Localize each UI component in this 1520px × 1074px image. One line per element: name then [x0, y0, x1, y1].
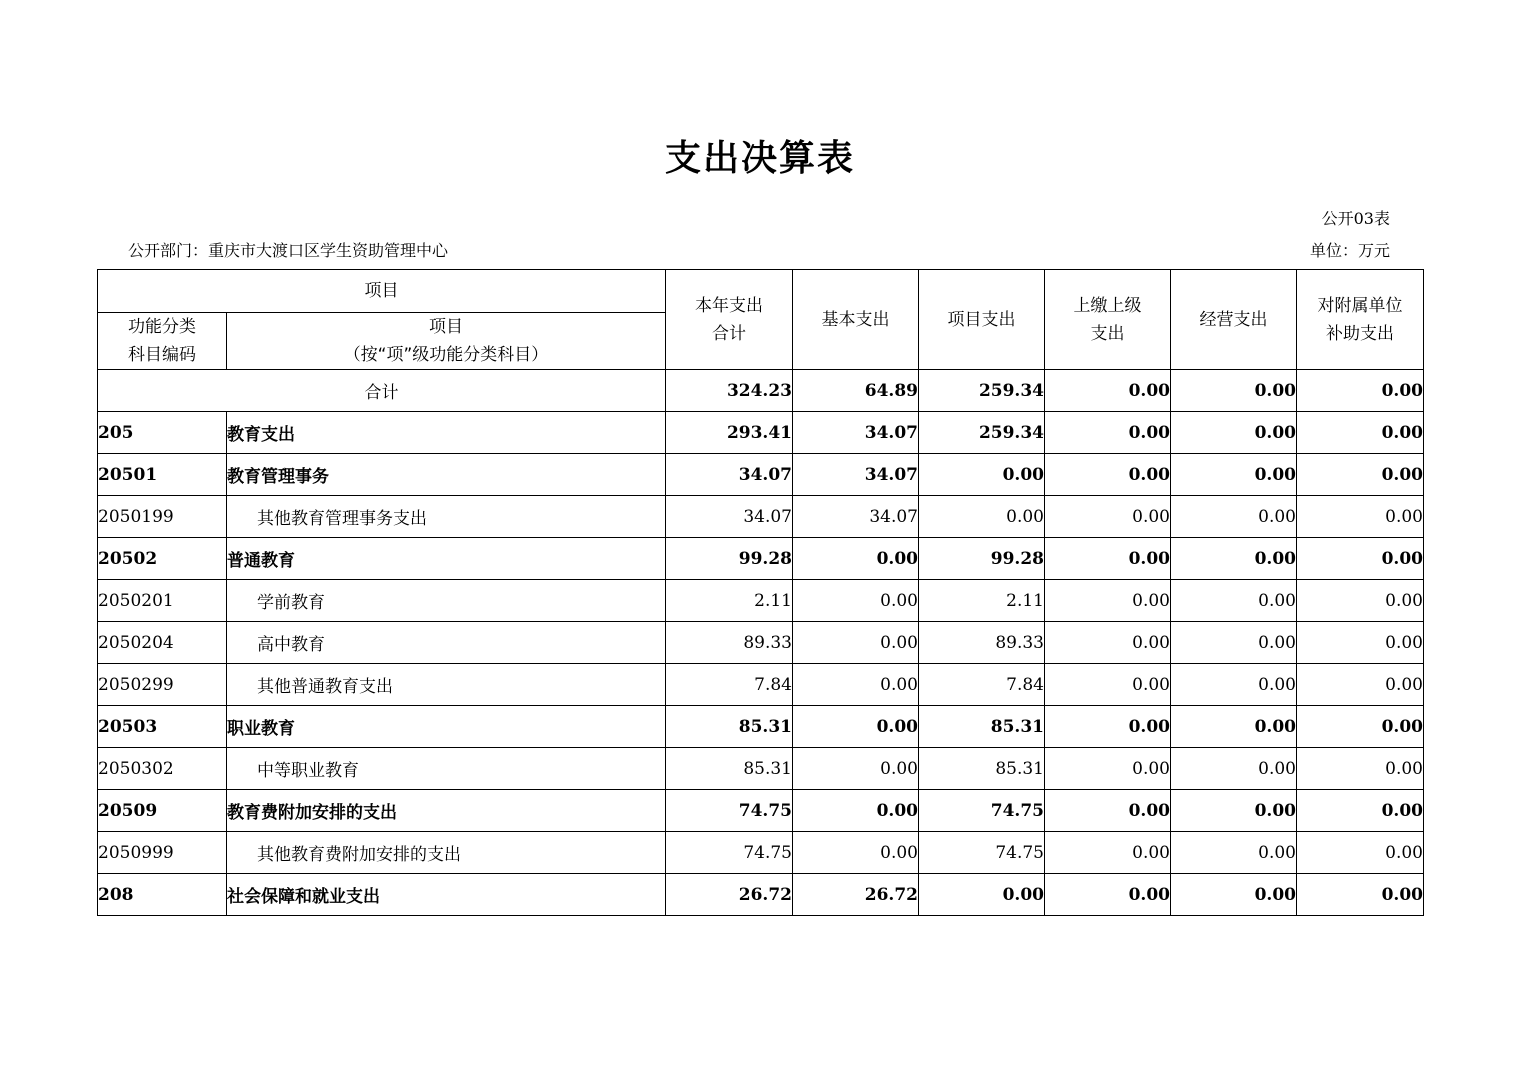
- row-value: 74.75: [666, 832, 793, 874]
- row-value: 7.84: [666, 664, 793, 706]
- header-total-line2: 合计: [712, 323, 746, 344]
- row-code: 2050999: [98, 832, 227, 874]
- total-value: 0.00: [1045, 370, 1171, 412]
- row-value: 0.00: [1045, 412, 1171, 454]
- row-value: 0.00: [793, 538, 919, 580]
- header-total: [666, 270, 793, 370]
- row-value: 74.75: [919, 832, 1045, 874]
- header-item-group: 项目: [98, 270, 666, 313]
- table-row: [98, 622, 1424, 664]
- total-label: 合计: [98, 370, 666, 412]
- row-code: 20503: [98, 706, 227, 748]
- department-label: 公开部门：重庆市大渡口区学生资助管理中心: [128, 241, 449, 260]
- row-value: 0.00: [1045, 874, 1171, 916]
- table-row: [98, 580, 1424, 622]
- row-name: 社会保障和就业支出: [227, 874, 666, 916]
- row-name: 教育管理事务: [227, 454, 666, 496]
- row-value: 74.75: [666, 790, 793, 832]
- row-value: 85.31: [666, 748, 793, 790]
- row-name: 中等职业教育: [227, 748, 666, 790]
- row-value: 0.00: [1297, 622, 1424, 664]
- row-value: 99.28: [666, 538, 793, 580]
- row-value: 0.00: [1045, 538, 1171, 580]
- row-value: 0.00: [1045, 706, 1171, 748]
- row-value: 85.31: [666, 706, 793, 748]
- total-value: 64.89: [793, 370, 919, 412]
- row-value: 99.28: [919, 538, 1045, 580]
- row-value: 0.00: [1171, 664, 1297, 706]
- total-value: 259.34: [919, 370, 1045, 412]
- row-name: 其他教育费附加安排的支出: [227, 832, 666, 874]
- row-value: 0.00: [793, 832, 919, 874]
- row-value: 26.72: [793, 874, 919, 916]
- row-value: 0.00: [1171, 748, 1297, 790]
- row-value: 0.00: [1171, 832, 1297, 874]
- row-code: 205: [98, 412, 227, 454]
- table-row: [98, 454, 1424, 496]
- page-title: 支出决算表: [664, 138, 855, 179]
- row-value: 34.07: [793, 454, 919, 496]
- row-name: 职业教育: [227, 706, 666, 748]
- row-value: 85.31: [919, 748, 1045, 790]
- row-name: 普通教育: [227, 538, 666, 580]
- row-value: 0.00: [1045, 496, 1171, 538]
- row-code: 2050199: [98, 496, 227, 538]
- header-upper-line2: 支出: [1090, 323, 1125, 344]
- row-value: 0.00: [793, 748, 919, 790]
- row-value: 0.00: [919, 496, 1045, 538]
- row-value: 0.00: [1297, 748, 1424, 790]
- total-value: 324.23: [666, 370, 793, 412]
- row-value: 0.00: [1297, 706, 1424, 748]
- row-value: 7.84: [919, 664, 1045, 706]
- row-code: 2050302: [98, 748, 227, 790]
- row-value: 0.00: [1297, 496, 1424, 538]
- header-subsidy: [1297, 270, 1424, 370]
- row-value: 0.00: [919, 874, 1045, 916]
- row-value: 0.00: [1045, 622, 1171, 664]
- row-value: 89.33: [919, 622, 1045, 664]
- unit-label: 单位：万元: [1309, 241, 1390, 260]
- table-row: [98, 412, 1424, 454]
- row-value: 0.00: [1171, 454, 1297, 496]
- header-item-line1: 项目: [429, 317, 463, 337]
- row-value: 0.00: [1297, 454, 1424, 496]
- row-value: 34.07: [666, 496, 793, 538]
- row-name: 教育费附加安排的支出: [227, 790, 666, 832]
- table-row: [98, 538, 1424, 580]
- header-subsidy-line1: 对附属单位: [1317, 295, 1403, 316]
- row-value: 0.00: [793, 580, 919, 622]
- header-subsidy-line2: 补助支出: [1326, 323, 1394, 344]
- header-code-line2: 科目编码: [128, 345, 196, 365]
- row-value: 0.00: [1045, 790, 1171, 832]
- total-row: [98, 370, 1424, 412]
- row-value: 26.72: [666, 874, 793, 916]
- row-value: 85.31: [919, 706, 1045, 748]
- row-value: 74.75: [919, 790, 1045, 832]
- header-basic: 基本支出: [793, 270, 919, 370]
- row-value: 0.00: [1045, 664, 1171, 706]
- row-value: 2.11: [919, 580, 1045, 622]
- header-upper: [1045, 270, 1171, 370]
- header-project: 项目支出: [919, 270, 1045, 370]
- row-value: 34.07: [793, 412, 919, 454]
- table-row: [98, 790, 1424, 832]
- row-value: 0.00: [793, 706, 919, 748]
- row-value: 0.00: [793, 664, 919, 706]
- row-code: 20509: [98, 790, 227, 832]
- row-code: 208: [98, 874, 227, 916]
- row-name: 高中教育: [227, 622, 666, 664]
- row-name: 其他教育管理事务支出: [227, 496, 666, 538]
- row-name: 其他普通教育支出: [227, 664, 666, 706]
- row-code: 2050201: [98, 580, 227, 622]
- row-value: 0.00: [919, 454, 1045, 496]
- row-value: 0.00: [1171, 706, 1297, 748]
- row-value: 293.41: [666, 412, 793, 454]
- row-value: 2.11: [666, 580, 793, 622]
- table-row: [98, 496, 1424, 538]
- row-value: 0.00: [1171, 580, 1297, 622]
- table-row: [98, 664, 1424, 706]
- header-item-line2: （按“项”级功能分类科目）: [343, 345, 549, 365]
- table-row: [98, 832, 1424, 874]
- header-total-line1: 本年支出: [695, 295, 763, 316]
- row-value: 0.00: [1297, 874, 1424, 916]
- table-body: [98, 370, 1424, 916]
- expenditure-table: [97, 269, 1424, 916]
- row-value: 34.07: [793, 496, 919, 538]
- row-value: 0.00: [1171, 874, 1297, 916]
- table-row: [98, 706, 1424, 748]
- row-code: 2050204: [98, 622, 227, 664]
- header-code: [98, 313, 227, 370]
- row-code: 20501: [98, 454, 227, 496]
- row-name: 学前教育: [227, 580, 666, 622]
- row-value: 34.07: [666, 454, 793, 496]
- row-value: 0.00: [793, 790, 919, 832]
- row-value: 0.00: [1171, 622, 1297, 664]
- form-number: 公开03表: [1321, 209, 1390, 228]
- row-value: 0.00: [1045, 454, 1171, 496]
- row-value: 0.00: [1045, 748, 1171, 790]
- table-row: [98, 874, 1424, 916]
- row-value: 0.00: [1297, 664, 1424, 706]
- row-value: 0.00: [1297, 580, 1424, 622]
- header-code-line1: 功能分类: [128, 317, 196, 337]
- total-value: 0.00: [1297, 370, 1424, 412]
- row-value: 0.00: [1045, 832, 1171, 874]
- row-name: 教育支出: [227, 412, 666, 454]
- header-operating: 经营支出: [1171, 270, 1297, 370]
- row-value: 0.00: [1297, 538, 1424, 580]
- row-value: 0.00: [793, 622, 919, 664]
- row-value: 0.00: [1297, 832, 1424, 874]
- row-value: 0.00: [1171, 496, 1297, 538]
- row-value: 0.00: [1045, 580, 1171, 622]
- row-code: 2050299: [98, 664, 227, 706]
- row-value: 0.00: [1297, 412, 1424, 454]
- row-code: 20502: [98, 538, 227, 580]
- row-value: 0.00: [1171, 790, 1297, 832]
- header-upper-line1: 上缴上级: [1073, 295, 1142, 316]
- row-value: 259.34: [919, 412, 1045, 454]
- row-value: 89.33: [666, 622, 793, 664]
- row-value: 0.00: [1171, 538, 1297, 580]
- row-value: 0.00: [1171, 412, 1297, 454]
- header-item: [227, 313, 666, 370]
- row-value: 0.00: [1297, 790, 1424, 832]
- total-value: 0.00: [1171, 370, 1297, 412]
- table-row: [98, 748, 1424, 790]
